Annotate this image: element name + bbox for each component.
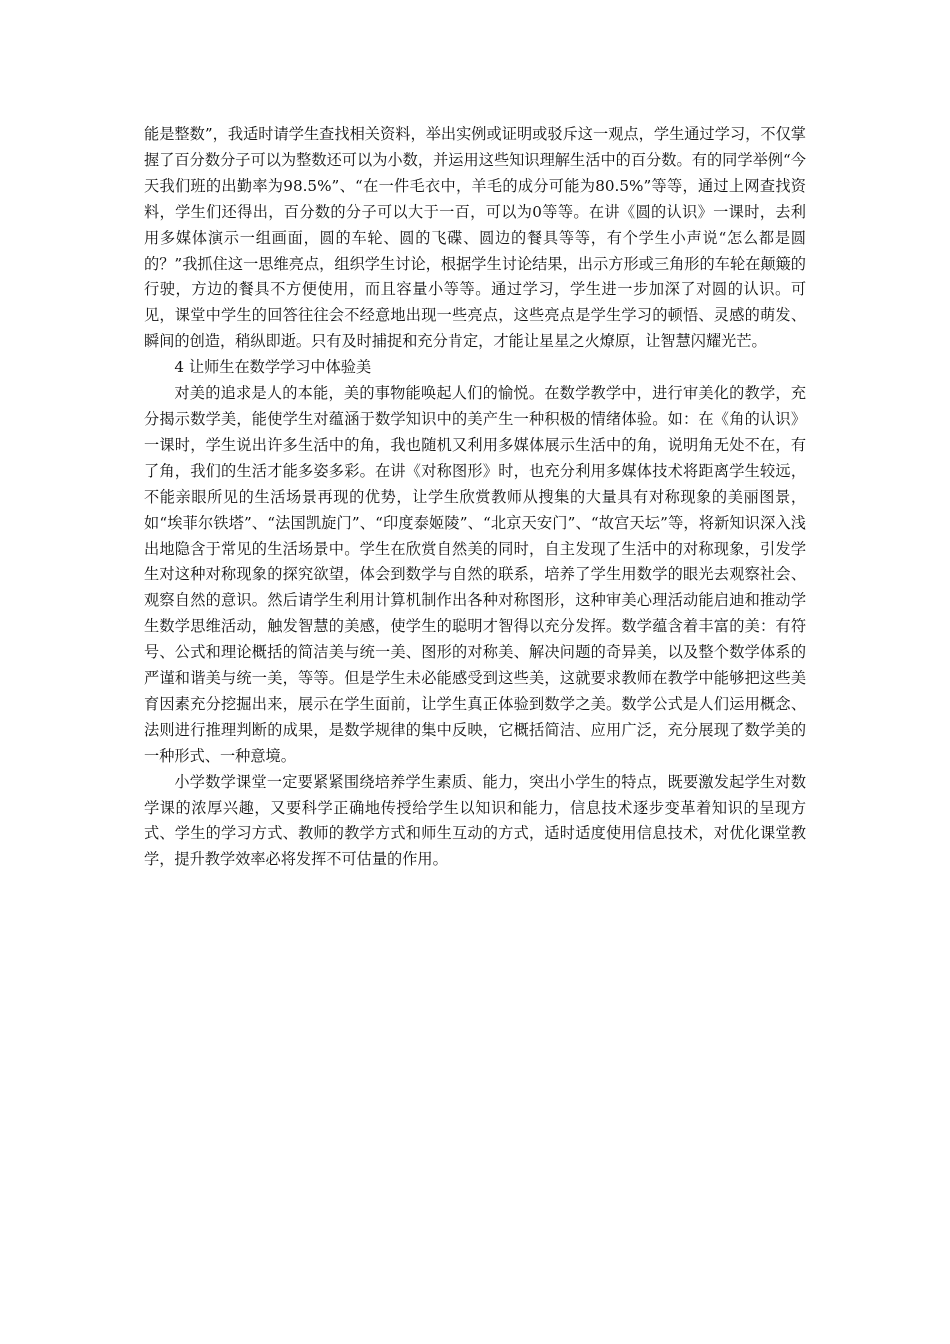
- document-body: [144, 122, 806, 873]
- paragraph-continuation: 能是整数”，我适时请学生查找相关资料，举出实例或证明或驳斥这一观点，学生通过学习，不仅掌握了百分数分子可以为整数还可以为小数，并运用这些知识理解生活中的百分数。有的同学举例“今天我们班的出勤率为98.5%”、“在一件毛衣中，羊毛的成分可能为80.5%”等等，通过上网查找资料，学生们还得出，百分数的分子可以大于一百，可以为0等等。在讲《圆的认识》一课时，去利用多媒体演示一组画面，圆的车轮、圆的飞碟、圆边的餐具等等，有个学生小声说“怎么都是圆的？”我抓住这一思维亮点，组织学生讨论，根据学生讨论结果，出示方形或三角形的车轮在颠簸的行驶，方边的餐具不方便使用，而且容量小等等。通过学习，学生进一步加深了对圆的认识。可见，课堂中学生的回答往往会不经意地出现一些亮点，这些亮点是学生学习的顿悟、灵感的萌发、瞬间的创造，稍纵即逝。只有及时捕捉和充分肯定，才能让星星之火燎原，让智慧闪耀光芒。: [144, 125, 806, 351]
- section-heading: 4 让师生在数学学习中体验美: [174, 358, 372, 377]
- paragraph-beauty: 对美的追求是人的本能，美的事物能唤起人们的愉悦。在数学教学中，进行审美化的教学，充分揭示数学美，能使学生对蕴涵于数学知识中的美产生一种积极的情绪体验。如：在《角的认识》一课时，学生说出许多生活中的角，我也随机又利用多媒体展示生活中的角，说明角无处不在，有了角，我们的生活才能多姿多彩。在讲《对称图形》时，也充分利用多媒体技术将距离学生较远，不能亲眼所见的生活场景再现的优势，让学生欣赏教师从搜集的大量具有对称现象的美丽图景，如“埃菲尔铁塔”、“法国凯旋门”、“印度泰姬陵”、“北京天安门”、“故宫天坛”等，将新知识深入浅出地隐含于常见的生活场景中。学生在欣赏自然美的同时，自主发现了生活中的对称现象，引发学生对这种对称现象的探究欲望，体会到数学与自然的联系，培养了学生用数学的眼光去观察社会、观察自然的意识。然后请学生利用计算机制作出各种对称图形，这种审美心理活动能启迪和推动学生数学思维活动，触发智慧的美感，使学生的聪明才智得以充分发挥。数学蕴含着丰富的美：有符号、公式和理论概括的简洁美与统一美、图形的对称美、解决问题的奇异美，以及整个数学体系的严谨和谐美与统一美，等等。但是学生未必能感受到这些美，这就要求教师在教学中能够把这些美育因素充分挖掘出来，展示在学生面前，让学生真正体验到数学之美。数学公式是人们运用概念、法则进行推理判断的成果，是数学规律的集中反映，它概括简洁、应用广泛，充分展现了数学美的一种形式、一种意境。: [144, 384, 806, 765]
- paragraph-conclusion: 小学数学课堂一定要紧紧围绕培养学生素质、能力，突出小学生的特点，既要激发起学生对数学课的浓厚兴趣，又要科学正确地传授给学生以知识和能力，信息技术逐步变革着知识的呈现方式、学生的学习方式、教师的教学方式和师生互动的方式，适时适度使用信息技术，对优化课堂教学，提升教学效率必将发挥不可估量的作用。: [144, 772, 806, 869]
